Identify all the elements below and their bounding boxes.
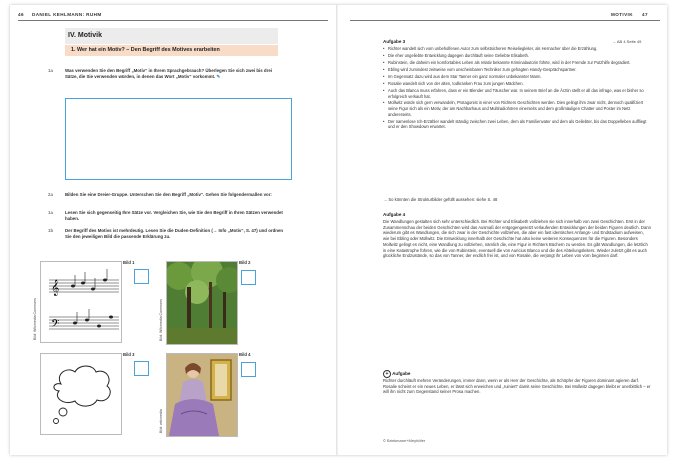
forest-image bbox=[166, 261, 238, 345]
forest-drawing bbox=[167, 262, 237, 344]
left-page bbox=[10, 5, 338, 455]
task-number: 1b bbox=[48, 228, 54, 233]
task-4-text: Der Begriff des Motivs ist mehrdeutig. Lesen Sie die Duden-Definition (→ Info „Motiv“, S. 47) und ordnen Sie den jeweiligen Bild die passende Erklärung zu. bbox=[65, 228, 284, 239]
list-item: • Im Gegensatz dazu wird aus dem Star Tanner ein ganz normaler unbekannter Mann. bbox=[383, 74, 653, 80]
bild-2-label: Bild 2 bbox=[239, 260, 251, 265]
aufgabe-3-title: Aufgabe 3 bbox=[383, 39, 406, 44]
zusatz-title: Aufgabe bbox=[392, 371, 411, 376]
bild-3-answer-box[interactable] bbox=[134, 361, 149, 376]
sheet-music-image bbox=[40, 261, 122, 343]
aufgabe-3-list bbox=[383, 46, 653, 131]
right-page-number: 47 bbox=[642, 12, 648, 17]
task-number: 1a bbox=[48, 210, 53, 215]
svg-text:𝄢: 𝄢 bbox=[51, 318, 60, 333]
bild-4-label: Bild 4 bbox=[239, 352, 251, 357]
header-rule bbox=[350, 20, 660, 21]
list-item: • Rubinstein, die daheim ein komfortables Leben als relativ bekannte Kriminalautorin führte, wird in der Fremde zur Putzhilfe degradiert. bbox=[383, 60, 653, 66]
list-item: • Ebling wird zumindest zeitweise vom unscheinbaren Techniker zum gefragten Handy-Gesprächspartner. bbox=[383, 67, 653, 73]
zusatz-text: Richter durchläuft mehren Veränderungen, immer dann, wenn er als Herr der Geschichte, als Schöpfer der Figuren dominant agieren darf. Rosalie scheint er ein neues Leben, er lässt sich erweichen und „ruiniert“ damit seine Geschichte. Bei Mollwitz dagegen bleibt er unerbittlich – er will ihn nicht zum Gegenstand seiner Prosa machen. bbox=[383, 378, 651, 395]
list-item: • Mollwitz würde sich gern verwandeln, Protagonist in einer von Richters Geschichten werden. Dies gelingt ihm zwar nicht, dennoch qualifiziert seine Figur sich als ein Motiv, der am Nachbarhaus und Multiradiohören einerseits und dem großmäuligen Chatter und Poster im Netz andererseits. bbox=[383, 100, 653, 117]
bild-1-label: Bild 1 bbox=[123, 260, 135, 265]
bild-4-answer-box[interactable] bbox=[241, 362, 256, 377]
list-item: • Richter wandelt sich vom unbeholfenen Autor zum selbstsicheren Reiseliegleiter, als Hernacher über die Erzählung. bbox=[383, 46, 653, 52]
task-3-text: Lesen Sie sich gegenseitig Ihre Sätze vor. Vergleichen Sie, wie Sie den Begriff in Ihren Sätzen verwendet haben. bbox=[65, 210, 283, 221]
thought-bubble-image bbox=[40, 353, 122, 435]
sheet-music-drawing bbox=[41, 262, 121, 342]
plus-circle-icon: + bbox=[383, 370, 391, 378]
task-2-text: Bilden Sie eine Dreier-Gruppe. Unterschen Sie den Begriff „Motiv“. Gehen Sie folgendermaßen vor: bbox=[65, 192, 272, 197]
left-running-head: DANIEL KEHLMANN: RUHM bbox=[32, 12, 102, 17]
aufgabe-4-title: Aufgabe 4 bbox=[383, 212, 406, 217]
svg-text:𝄞: 𝄞 bbox=[51, 280, 60, 296]
painting-image bbox=[166, 353, 238, 437]
bild-3-label: Bild 3 bbox=[123, 352, 135, 357]
picture-credit: Bild: wikimedia bbox=[159, 409, 163, 433]
zusatz-heading bbox=[383, 370, 410, 378]
left-page-number: 46 bbox=[18, 12, 24, 17]
section-title: 1. Wer hat ein Motiv? – Den Begriff des Motives erarbeiten bbox=[65, 45, 278, 56]
list-item: • Der namenlose Ich-Erzähler wandelt ständig zwischen zwei Leben, dem als Familienvater und dem als Geliebter, bis das Doppelleben auffliegt und er den Showdown erwartet. bbox=[383, 119, 653, 130]
pencil-icon: ✎ bbox=[216, 74, 221, 79]
task-text bbox=[65, 68, 285, 80]
chapter-title: IV. Motivik bbox=[65, 28, 278, 44]
right-running-head: MOTIVIK bbox=[611, 12, 633, 17]
copyright-footer: © Brinkmann+Meyhöfer bbox=[383, 438, 426, 443]
thought-bubble-drawing bbox=[41, 354, 121, 434]
aufgabe-4-text: Die Wandlungen gestalten sich sehr unterschiedlich. Bei Richter und Elisabeth vollziehen sie sich innerhalb von zwei Geschichten. Erst in der Zusammenschau der beiden Geschichten wird das Ausmaß der entgegengesetzt verlaufenden Entwicklungen der beiden Figuren deutlich. Dann wiederum gibt es Wandlungen, die sich zwar in der Geschichte vollziehen, die aber ein fast identisches Anfangs- und Endstadium aufweisen, wie bei Ebling oder Mollwitz. Die Entwicklung innerhalb der Geschichte hat also keine weiteren Konsequenzen für die Figuren. Besonders Mollwitz gelingt es nicht, eine Wandlung zu vollziehen, nämlich die, eine Figur in Richters Büchern zu werden. Es gibt Wandlungen, die letztlich in eine Katastrophe führen, wie die von Rubinstein, eventuell die von Auricius Blanco und die des Abteilungsleiters. Wieder zuletzt gibt es auch glückliche Endzustände, so das von Tanner, der endlich frei ist, und von Rosalie, die verjüngt ihr Leben von vorn beginnen darf. bbox=[383, 219, 651, 259]
answer-field[interactable] bbox=[65, 98, 292, 180]
list-item: • Die eher ungeliebte Entwicklung dagegen durchläuft seine Geliebte Elisabeth. bbox=[383, 53, 653, 59]
task-number: 2a bbox=[48, 192, 53, 197]
painting-drawing bbox=[167, 354, 237, 436]
header-rule bbox=[18, 20, 328, 21]
task-number: 1a bbox=[48, 68, 53, 73]
bild-2-answer-box[interactable] bbox=[241, 270, 256, 285]
bild-1-answer-box[interactable] bbox=[134, 269, 149, 284]
list-item: • Rosalie wandelt sich von der alten, todkranken Frau zum jungen Mädchen. bbox=[383, 81, 653, 87]
list-item: • Auch das Blanca muss erfahren, dass er ein Blender und Täuscher war. In seinem Brief an die Ärztin stellt er all das infrage, was er bisher so erfolgreich verkauft hat. bbox=[383, 88, 653, 99]
book-spread bbox=[10, 5, 667, 455]
picture-credit: Bild: Wikimedia Commons bbox=[159, 299, 163, 341]
structure-hint: → So könnten die Strukturbilder gefüllt aussehen: siehe S. 48 bbox=[383, 197, 498, 202]
margin-reference: → AB 4 Seite 49 bbox=[612, 39, 642, 44]
picture-credit: Bild: Wikimedia Commons bbox=[33, 298, 37, 340]
task-1-text: Was verwenden Sie den Begriff „Motiv“ in Ihrem Sprachgebrauch? Überlegen Sie sich zwei bis drei Sätze, die Sie verwenden würden, in denen das Wort „Motiv“ vorkommt. bbox=[65, 68, 272, 79]
